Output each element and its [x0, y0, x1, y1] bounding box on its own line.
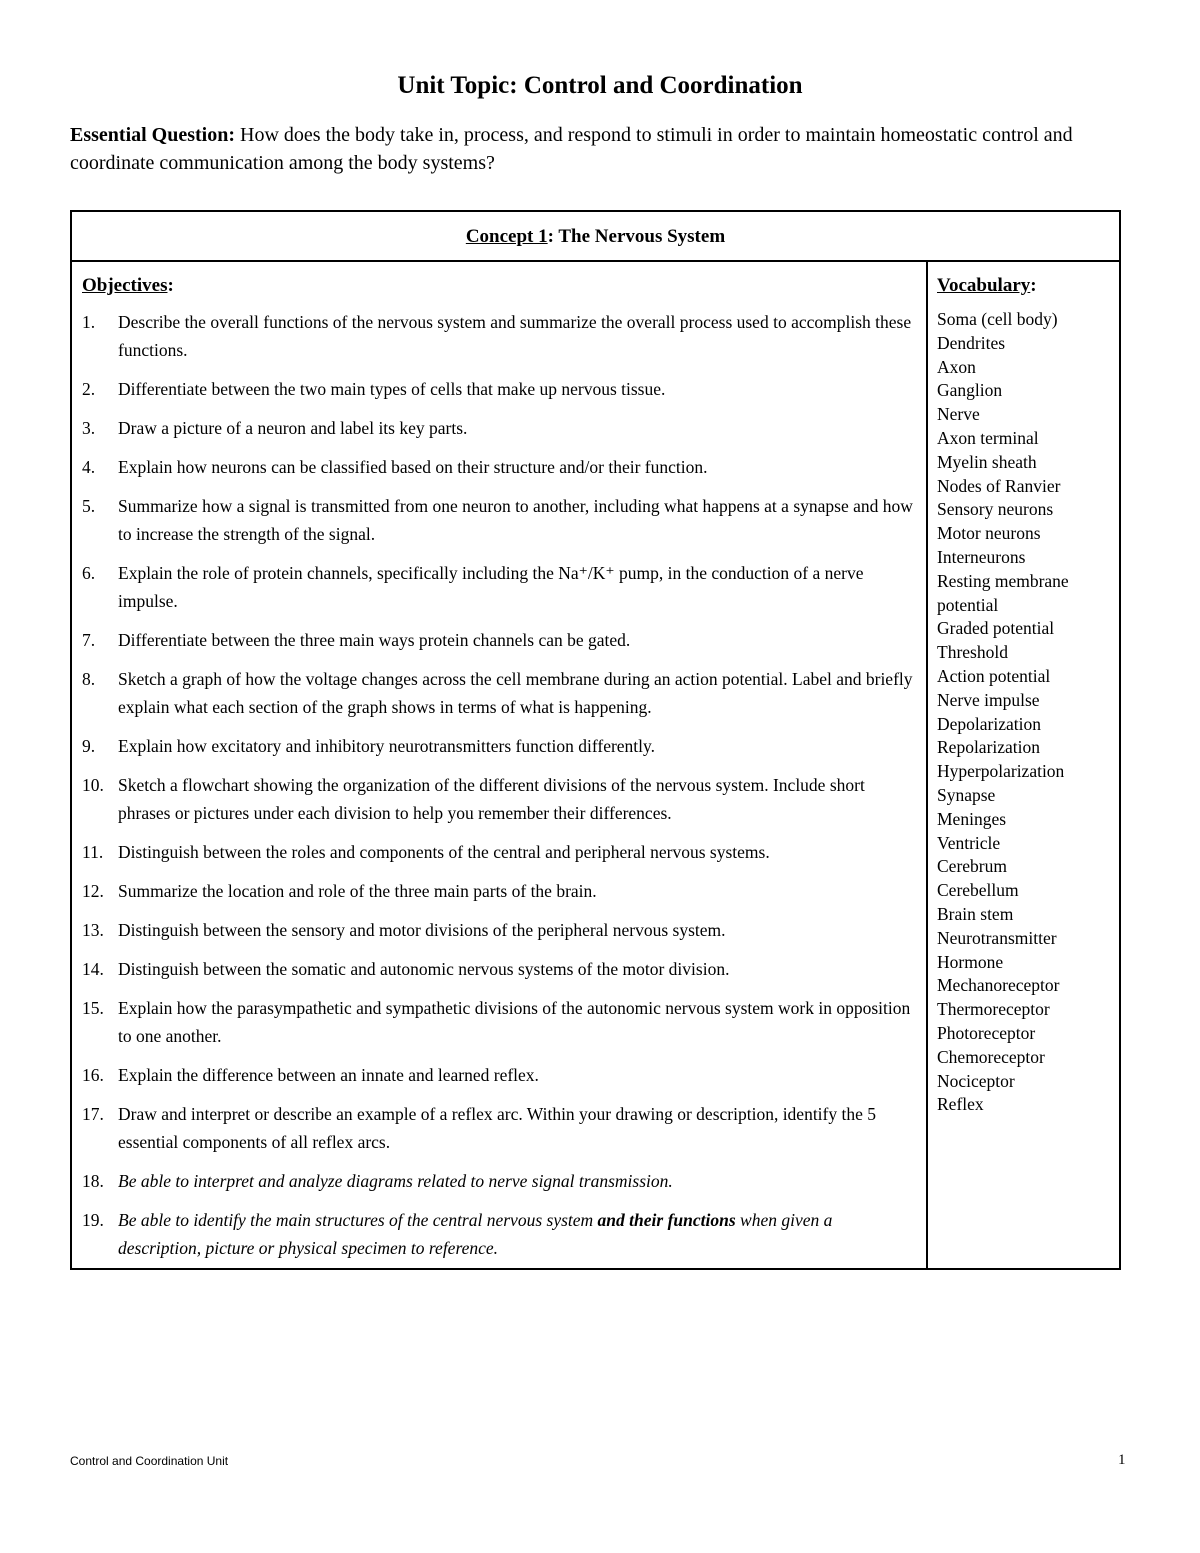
objective-number: 17.: [82, 1104, 104, 1124]
objective-number: 16.: [82, 1065, 104, 1085]
footer-unit-name: Control and Coordination Unit: [70, 1454, 229, 1468]
essential-question: [70, 121, 1130, 177]
objective-number: 9.: [82, 736, 96, 756]
objectives-heading: Objectives:: [82, 275, 174, 296]
objectives-list: [82, 308, 918, 1262]
vocabulary-term: Cerebellum: [937, 880, 1019, 901]
vocabulary-term: Ganglion: [937, 380, 1003, 401]
objective-text: Describe the overall functions of the nervous system and summarize the overall process used to accomplish these functions.: [118, 312, 912, 360]
objective-number: 18.: [82, 1171, 104, 1191]
vocabulary-term: Axon terminal: [937, 427, 1039, 448]
objective-item: [82, 414, 918, 442]
vocabulary-term: Interneurons: [937, 546, 1026, 567]
objective-number: 1.: [82, 312, 96, 332]
objective-item: [82, 665, 918, 721]
vocabulary-term: Meninges: [937, 808, 1007, 829]
vocabulary-term: Cerebrum: [937, 856, 1007, 877]
page-number: 1: [1118, 1452, 1126, 1468]
objective-item: [82, 994, 918, 1050]
objective-item: [82, 1061, 918, 1089]
vocabulary-term: Nodes of Ranvier: [937, 475, 1061, 496]
objective-text: Draw and interpret or describe an example of a reflex arc. Within your drawing or description, identify the 5 essential components of all reflex arcs.: [118, 1104, 877, 1152]
objective-text-part: when given a description, picture or physical specimen to reference.: [118, 1210, 833, 1258]
vocabulary-term: Hormone: [937, 951, 1004, 972]
objective-number: 10.: [82, 775, 104, 795]
objective-item: [82, 1206, 918, 1262]
concept-name: The Nervous System: [553, 226, 726, 247]
vocabulary-term: Threshold: [937, 642, 1008, 663]
vocabulary-term: Brain stem: [937, 903, 1014, 924]
vocabulary-term: Resting membrane potential: [937, 570, 1069, 615]
objective-item: [82, 1100, 918, 1156]
objective-text-part: and their functions: [597, 1210, 736, 1230]
vocabulary-column: [937, 274, 1113, 1117]
concept-label: Concept 1: [465, 226, 548, 247]
objective-text: Explain the difference between an innate and learned reflex.: [118, 1065, 539, 1085]
objective-item: [82, 375, 918, 403]
objective-item: [82, 732, 918, 760]
vocabulary-term: Nerve impulse: [937, 689, 1040, 710]
vocabulary-term: Neurotransmitter: [937, 927, 1057, 948]
concept-colon: :: [547, 226, 554, 247]
vocabulary-term: Hyperpolarization: [937, 761, 1065, 782]
objective-number: 11.: [82, 842, 104, 862]
objective-text: Sketch a graph of how the voltage changes across the cell membrane during an action potential. Label and briefly explain what each section of the graph shows in terms of what is happening.: [118, 669, 913, 717]
vocabulary-term: Myelin sheath: [937, 451, 1037, 472]
objective-item: [82, 955, 918, 983]
objective-text: Explain how the parasympathetic and sympathetic divisions of the autonomic nervous system work in opposition to one another.: [118, 998, 911, 1046]
vocabulary-term: Repolarization: [937, 737, 1041, 758]
objective-number: 15.: [82, 998, 104, 1018]
essential-question-text: How does the body take in, process, and respond to stimuli in order to maintain homeostatic control and coordinate communication among the body systems?: [70, 124, 1073, 174]
vocabulary-term: Thermoreceptor: [937, 999, 1050, 1020]
objective-item: [82, 559, 918, 615]
vocabulary-term: Photoreceptor: [937, 1022, 1036, 1043]
vocabulary-term: Mechanoreceptor: [937, 975, 1060, 996]
objective-number: 13.: [82, 920, 104, 940]
objective-item: [82, 771, 918, 827]
vocabulary-term: Chemoreceptor: [937, 1046, 1045, 1067]
vocabulary-term: Action potential: [937, 665, 1051, 686]
essential-question-label: Essential Question:: [70, 124, 236, 146]
objective-number: 2.: [82, 379, 96, 399]
objective-number: 8.: [82, 669, 96, 689]
objective-item: [82, 626, 918, 654]
vocabulary-heading-text: Vocabulary: [937, 275, 1031, 296]
objective-text: Distinguish between the somatic and autonomic nervous systems of the motor division.: [118, 959, 730, 979]
vocabulary-term: Motor neurons: [937, 523, 1041, 544]
objective-text: Explain how neurons can be classified based on their structure and/or their function.: [118, 457, 708, 477]
vocabulary-term: Nerve: [937, 404, 980, 425]
vocabulary-term: Depolarization: [937, 713, 1041, 734]
concept-table: [70, 210, 1121, 1270]
objective-item: [82, 492, 918, 548]
vocabulary-term: Graded potential: [937, 618, 1055, 639]
objective-text: Differentiate between the three main ways protein channels can be gated.: [118, 630, 631, 650]
objective-item: [82, 308, 918, 364]
objective-text: Distinguish between the sensory and motor divisions of the peripheral nervous system.: [118, 920, 726, 940]
objective-number: 7.: [82, 630, 96, 650]
objective-number: 14.: [82, 959, 104, 979]
objective-text: Sketch a flowchart showing the organization of the different divisions of the nervous system. Include short phrases or pictures under each division to help you remember their differences.: [118, 775, 865, 823]
objectives-heading-text: Objectives: [82, 275, 168, 296]
objective-text: Distinguish between the roles and components of the central and peripheral nervous systems.: [118, 842, 770, 862]
objectives-column: [82, 274, 918, 1273]
objective-item: [82, 453, 918, 481]
vocabulary-term: Nociceptor: [937, 1070, 1015, 1091]
vocabulary-term: Ventricle: [937, 832, 1001, 853]
objective-text: Differentiate between the two main types of cells that make up nervous tissue.: [118, 379, 666, 399]
objective-number: 19.: [82, 1210, 104, 1230]
vocabulary-term: Sensory neurons: [937, 499, 1054, 520]
objective-number: 4.: [82, 457, 96, 477]
objective-number: 3.: [82, 418, 96, 438]
objective-item: [82, 877, 918, 905]
objective-number: 12.: [82, 881, 104, 901]
objective-text: Be able to interpret and analyze diagrams related to nerve signal transmission.: [118, 1171, 673, 1191]
objective-text: Draw a picture of a neuron and label its key parts.: [118, 418, 468, 438]
vocabulary-list: [937, 308, 1113, 1117]
objective-text-part: Be able to identify the main structures of the central nervous system: [118, 1210, 598, 1230]
objective-text: Explain the role of protein channels, specifically including the Na⁺/K⁺ pump, in the conduction of a nerve impulse.: [118, 563, 864, 611]
objective-item: [82, 838, 918, 866]
concept-header: [72, 212, 1119, 262]
objective-text: Summarize how a signal is transmitted from one neuron to another, including what happens at a synapse and how to increase the strength of the signal.: [118, 496, 913, 544]
objective-number: 6.: [82, 563, 96, 583]
vocabulary-heading: Vocabulary:: [937, 275, 1037, 296]
vocabulary-term: Synapse: [937, 784, 996, 805]
objective-text: [118, 1210, 832, 1258]
objective-item: [82, 916, 918, 944]
page-title: Unit Topic: Control and Coordination: [397, 72, 803, 99]
objective-item: [82, 1167, 918, 1195]
objective-text: Explain how excitatory and inhibitory neurotransmitters function differently.: [118, 736, 656, 756]
vocabulary-term: Reflex: [937, 1094, 984, 1115]
objective-number: 5.: [82, 496, 96, 516]
vocabulary-term: Dendrites: [937, 332, 1006, 353]
vocabulary-term: Axon: [937, 356, 976, 377]
column-divider: [926, 262, 928, 1268]
objective-text: Summarize the location and role of the three main parts of the brain.: [118, 881, 597, 901]
vocabulary-term: Soma (cell body): [937, 309, 1058, 329]
